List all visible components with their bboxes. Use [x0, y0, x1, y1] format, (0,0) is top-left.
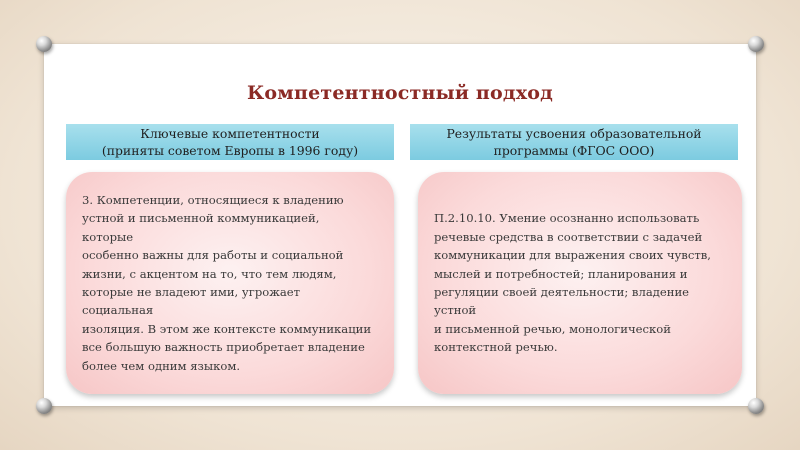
right-card-text: П.2.10.10. Умение осознанно использовать речевые средства в соответствии с задачей коммуникации для выражения своих чувств, мыслей и потребностей; планирования и регуляции своей деятельности; владение устной и письменной речью, монологической контекстной речью. [434, 211, 711, 355]
slide-title: Компетентностный подход [246, 82, 554, 104]
right-column-header [410, 124, 738, 160]
pushpin-icon [36, 36, 52, 52]
left-header-line1: Ключевые компетентности [140, 126, 320, 141]
pushpin-icon [36, 398, 52, 414]
left-card-text: 3. Компетенции, относящиеся к владению устной и письменной коммуникацией, которые особенно важны для работы и социальной жизни, с акцентом на то, что тем людям, которые не владеют ими, угрожает социальная изоляция. В этом же контексте коммуникации все большую важность приобретает владение более чем одним языком. [82, 192, 372, 373]
right-content-card [418, 172, 742, 394]
pushpin-icon [748, 398, 764, 414]
pushpin-icon [748, 36, 764, 52]
left-header-line2: (приняты советом Европы в 1996 году) [101, 143, 359, 158]
right-header-line1: Результаты усвоения образовательной [446, 126, 702, 141]
right-header-line2: программы (ФГОС ООО) [493, 143, 655, 158]
left-column-header [66, 124, 394, 160]
left-content-card [66, 172, 394, 394]
